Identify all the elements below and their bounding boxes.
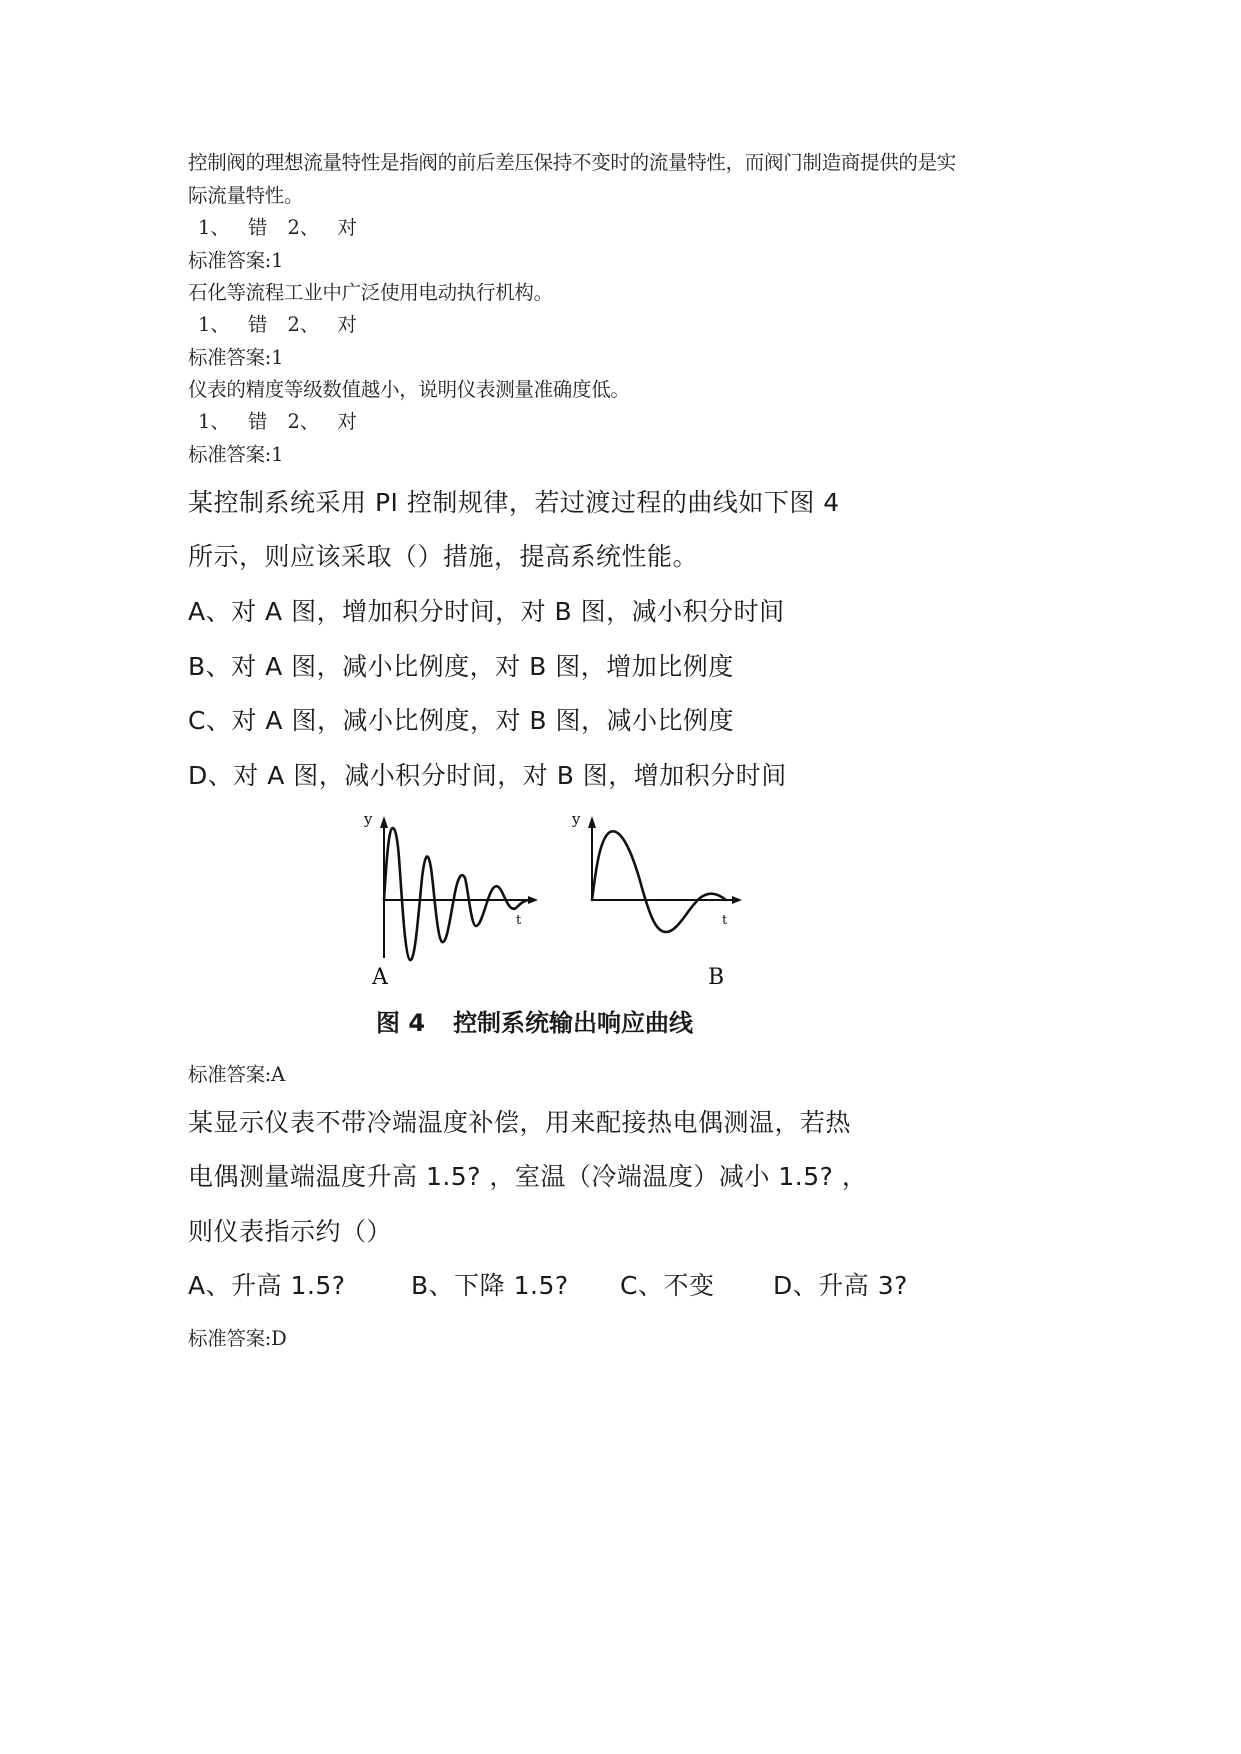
- graph-b-label: B: [708, 965, 725, 990]
- graph-a-curve: [384, 828, 530, 960]
- option-1-number: 1、: [198, 313, 230, 336]
- question-5-option-a: A、升高 1.5?: [188, 1271, 346, 1300]
- option-2-number: 2、: [287, 410, 320, 433]
- response-curves-graph: [360, 808, 760, 1008]
- question-5-option-d: D、升高 3?: [773, 1271, 908, 1300]
- graph-b-y-label: y: [572, 810, 581, 828]
- question-4-line-1: 某控制系统采用 PI 控制规律，若过渡过程的曲线如下图 4: [188, 488, 840, 517]
- question-4-option-c: C、对 A 图，减小比例度，对 B 图，减小比例度: [188, 706, 734, 735]
- question-5-line-1: 某显示仪表不带冷端温度补偿，用来配接热电偶测温，若热: [188, 1108, 852, 1137]
- question-3-text: 仪表的精度等级数值越小，说明仪表测量准确度低。: [188, 378, 630, 401]
- option-2-number: 2、: [287, 216, 320, 239]
- graph-b-t-label: t: [722, 913, 728, 928]
- question-1-line-2: 际流量特性。: [188, 184, 304, 207]
- graph-b: [571, 810, 742, 932]
- figure-caption: [376, 1003, 693, 1038]
- question-5-line-3: 则仪表指示约（）: [188, 1217, 393, 1246]
- question-1-answer: 标准答案:1: [188, 249, 284, 272]
- graph-a-y-label: y: [364, 810, 373, 828]
- option-2-number: 2、: [287, 313, 320, 336]
- question-4-option-d: D、对 A 图，减小积分时间，对 B 图，增加积分时间: [188, 761, 787, 790]
- question-4-answer: 标准答案:A: [188, 1063, 285, 1086]
- question-3-answer: 标准答案:1: [188, 443, 284, 466]
- question-2-answer: 标准答案:1: [188, 346, 284, 369]
- option-2-text: 对: [337, 410, 357, 433]
- question-2-text: 石化等流程工业中广泛使用电动执行机构。: [188, 281, 553, 304]
- figure-caption-text: 控制系统输出响应曲线: [453, 1009, 694, 1037]
- option-1-number: 1、: [198, 216, 230, 239]
- option-2-text: 对: [337, 313, 357, 336]
- option-1-number: 1、: [198, 410, 230, 433]
- graph-a: [363, 810, 538, 960]
- question-1-options: [198, 212, 357, 244]
- option-2-text: 对: [337, 216, 357, 239]
- option-1-text: 错: [247, 216, 268, 239]
- question-5-option-b: B、下降 1.5?: [411, 1271, 569, 1300]
- option-1-text: 错: [247, 313, 268, 336]
- question-4-line-2: 所示，则应该采取（）措施，提高系统性能。: [188, 542, 699, 571]
- graph-a-t-label: t: [516, 913, 522, 928]
- question-4-option-a: A、对 A 图，增加积分时间，对 B 图，减小积分时间: [188, 597, 785, 626]
- option-1-text: 错: [247, 410, 268, 433]
- question-1-line-1: 控制阀的理想流量特性是指阀的前后差压保持不变时的流量特性，而阀门制造商提供的是实: [188, 151, 957, 174]
- figure-caption-number: 图 4: [376, 1009, 426, 1037]
- graph-a-label: A: [372, 965, 388, 990]
- question-4-option-b: B、对 A 图，减小比例度，对 B 图，增加比例度: [188, 652, 734, 681]
- question-5-option-c: C、不变: [620, 1271, 715, 1300]
- question-5-line-2: 电偶测量端温度升高 1.5? ，室温（冷端温度）减小 1.5? ，: [188, 1162, 868, 1191]
- graph-b-curve: [592, 831, 726, 932]
- question-3-options: [198, 406, 357, 438]
- question-5-answer: 标准答案:D: [188, 1327, 287, 1350]
- question-2-options: [198, 309, 357, 341]
